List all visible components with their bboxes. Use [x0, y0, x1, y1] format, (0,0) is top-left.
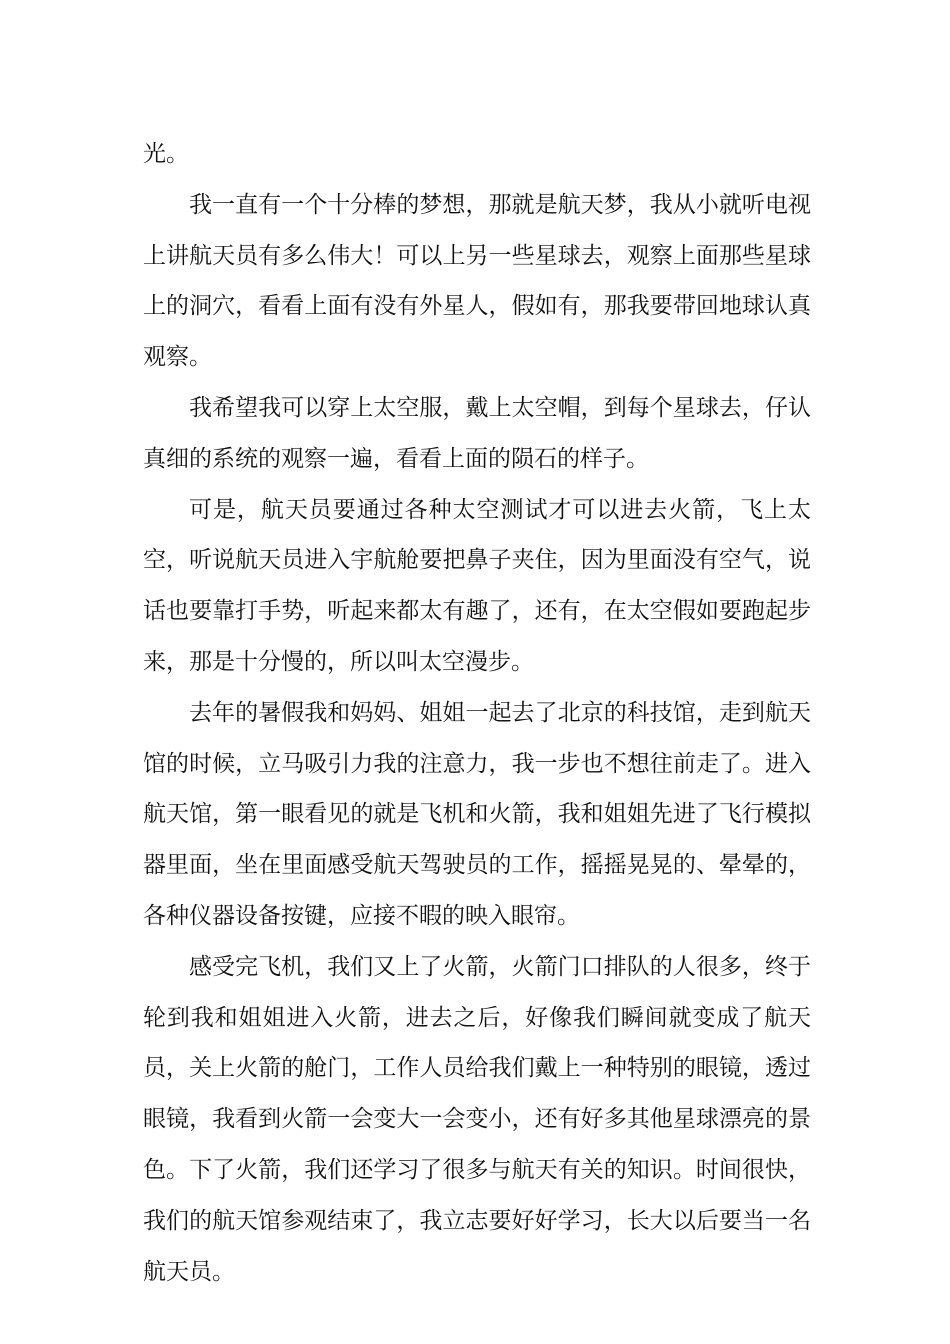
paragraph-space-suit-wish: 我希望我可以穿上太空服，戴上太空帽，到每个星球去，仔认真细的系统的观察一遍，看看上面的陨石的样子。: [143, 394, 811, 472]
paragraph-space-dream: 我一直有一个十分棒的梦想，那就是航天梦，我从小就听电视上讲航天员有多么伟大！可以上另一些星球去，观察上面那些星球上的洞穴，看看上面有没有外星人，假如有，那我要带回地球认真观察。: [143, 191, 811, 371]
paragraph-astronaut-tests: 可是，航天员要通过各种太空测试才可以进去火箭，飞上太空，听说航天员进入宇航舱要把鼻子夹住，因为里面没有空气，说话也要靠打手势，听起来都太有趣了，还有，在太空假如要跑起步来，那是十分慢的，所以叫太空漫步。: [143, 496, 811, 675]
paragraph-museum-visit: 去年的暑假我和妈妈、姐姐一起去了北京的科技馆，走到航天馆的时候，立马吸引力我的注意力，我一步也不想往前走了。进入航天馆，第一眼看见的就是飞机和火箭，我和姐姐先进了飞行模拟器里面，坐在里面感受航天驾驶员的工作，摇摇晃晃的、晕晕的，各种仪器设备按键，应接不暇的映入眼帘。: [143, 699, 811, 929]
paragraph-continuation: 光。: [143, 141, 189, 167]
essay-body: [143, 129, 811, 1297]
paragraph-rocket-experience: 感受完飞机，我们又上了火箭，火箭门口排队的人很多，终于轮到我和姐姐进入火箭，进去之后，好像我们瞬间就变成了航天员，关上火箭的舱门，工作人员给我们戴上一种特别的眼镜，透过眼镜，我看到火箭一会变大一会变小，还有好多其他星球漂亮的景色。下了火箭，我们还学习了很多与航天有关的知识。时间很快，我们的航天馆参观结束了，我立志要好好学习，长大以后要当一名航天员。: [143, 953, 811, 1285]
